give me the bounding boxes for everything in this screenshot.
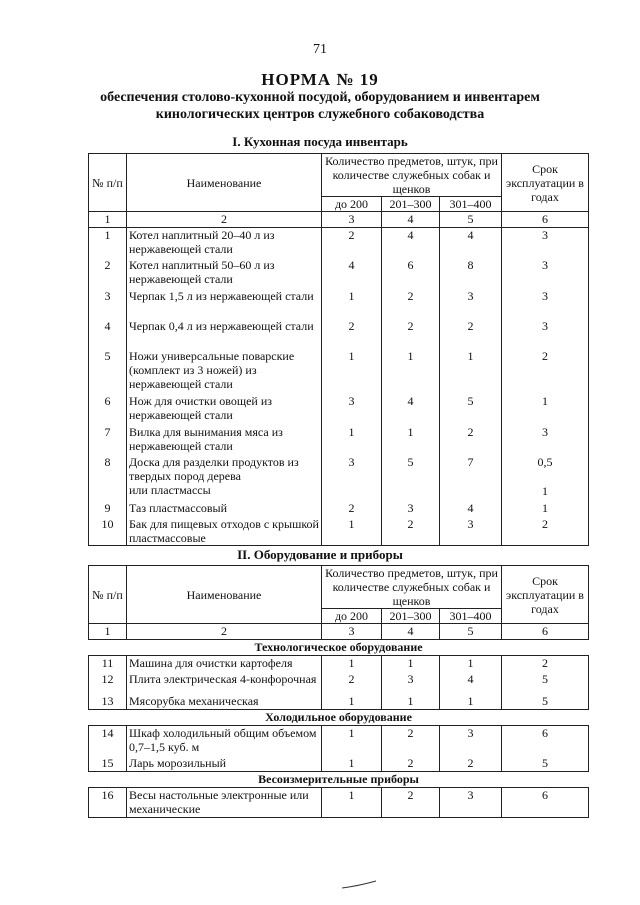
service-term: [502, 455, 589, 501]
item-name: [127, 788, 322, 818]
qty-301-400: 2: [440, 756, 502, 772]
header-term: Срок эксплуатации в годах: [502, 566, 589, 624]
qty-201-300: 2: [382, 756, 440, 772]
header-row: [89, 154, 589, 197]
service-term: [502, 517, 589, 546]
page-number: 71: [313, 42, 327, 57]
service-term-value: 1: [542, 393, 549, 408]
column-index: 5: [440, 212, 502, 228]
column-index-row: [89, 212, 589, 228]
item-name: [127, 517, 322, 546]
item-name-text: Бак для пищевых отходов с крышкой пластмассовые: [129, 516, 319, 545]
service-term-value: 6: [542, 788, 549, 802]
item-name: [127, 672, 322, 694]
qty-301-400: 1: [440, 656, 502, 672]
header-col-301-400: 301–400: [440, 609, 502, 624]
table-row: [89, 349, 589, 394]
header-name: Наименование: [127, 566, 322, 624]
service-term: [502, 394, 589, 425]
service-term-value-extra: 1: [542, 483, 549, 498]
qty-upto-200: 1: [322, 425, 382, 455]
qty-201-300: 2: [382, 788, 440, 818]
section-1-title: I. Кухонная посуда инвентарь: [232, 134, 408, 149]
row-number: 10: [89, 517, 127, 546]
service-term-value: 3: [542, 288, 549, 303]
table-row: [89, 656, 589, 672]
column-index: 4: [382, 624, 440, 640]
qty-301-400: 2: [440, 319, 502, 349]
equipment-table: [88, 565, 589, 818]
service-term: [502, 694, 589, 710]
row-number: 8: [89, 455, 127, 501]
qty-301-400: 3: [440, 726, 502, 756]
service-term-value: 2: [542, 516, 549, 531]
qty-201-300: 1: [382, 349, 440, 394]
service-term: [502, 672, 589, 694]
qty-201-300: 2: [382, 726, 440, 756]
service-term-value: 6: [542, 726, 549, 740]
row-number: 11: [89, 656, 127, 672]
qty-201-300: 3: [382, 501, 440, 517]
item-name-text: Весы настольные электронные или механические: [129, 788, 309, 816]
item-name-text: Котел наплитный 50–60 л из нержавеющей стали: [129, 257, 275, 286]
qty-201-300: 2: [382, 517, 440, 546]
document-title: НОРМА № 19: [261, 70, 379, 89]
item-name-text: Машина для очистки картофеля: [129, 656, 293, 670]
service-term-value: 3: [542, 228, 549, 242]
header-name: Наименование: [127, 154, 322, 212]
table-row: [89, 258, 589, 289]
table-row: [89, 501, 589, 517]
service-term-value: 5: [542, 671, 549, 686]
qty-upto-200: 1: [322, 694, 382, 710]
group-label: Технологическое оборудование: [89, 640, 589, 656]
qty-upto-200: 2: [322, 319, 382, 349]
item-name: [127, 756, 322, 772]
item-name-text: Ножи универсальные поварские (комплект из 3 ножей) из нержавеющей стали: [129, 348, 295, 391]
service-term-value: 5: [542, 755, 549, 770]
column-index: 5: [440, 624, 502, 640]
service-term-value: 2: [542, 348, 549, 363]
table-row: [89, 228, 589, 258]
service-term: [502, 756, 589, 772]
item-name-text: Котел наплитный 20–40 л из нержавеющей стали: [129, 228, 275, 256]
item-name-text: Шкаф холодильный общим объемом 0,7–1,5 куб. м: [129, 726, 317, 754]
qty-201-300: 4: [382, 394, 440, 425]
qty-upto-200: 1: [322, 756, 382, 772]
row-number: 14: [89, 726, 127, 756]
item-name-text: Ларь морозильный: [129, 755, 227, 770]
column-index: 2: [127, 624, 322, 640]
qty-201-300: 6: [382, 258, 440, 289]
qty-301-400: 4: [440, 672, 502, 694]
service-term: [502, 289, 589, 319]
qty-201-300: 2: [382, 289, 440, 319]
item-name: [127, 394, 322, 425]
header-term: Срок эксплуатации в годах: [502, 154, 589, 212]
item-name: [127, 425, 322, 455]
table-row: [89, 517, 589, 546]
qty-upto-200: 1: [322, 289, 382, 319]
group-label: Весоизмерительные приборы: [89, 772, 589, 788]
column-index: 6: [502, 212, 589, 228]
header-row: [89, 566, 589, 609]
service-term: [502, 501, 589, 517]
header-quantity: Количество предметов, штук, при количестве служебных собак и щенков: [322, 566, 502, 609]
service-term: [502, 228, 589, 258]
item-name-text: Доска для разделки продуктов из твердых пород дерева: [129, 454, 299, 483]
column-index-row: [89, 624, 589, 640]
row-number: 16: [89, 788, 127, 818]
service-term: [502, 656, 589, 672]
row-number: 13: [89, 694, 127, 710]
qty-upto-200: 3: [322, 394, 382, 425]
column-index: 1: [89, 212, 127, 228]
header-col-201-300: 201–300: [382, 197, 440, 212]
item-name: [127, 455, 322, 501]
table-row: [89, 788, 589, 818]
item-name-text: Вилка для вынимания мяса из нержавеющей стали: [129, 424, 283, 453]
qty-301-400: 1: [440, 349, 502, 394]
qty-upto-200: 1: [322, 349, 382, 394]
qty-201-300: 5: [382, 455, 440, 501]
header-col-upto-200: до 200: [322, 197, 382, 212]
row-number: 7: [89, 425, 127, 455]
item-name-text: Мясорубка механическая: [129, 693, 259, 708]
item-name-text: Плита электрическая 4-конфорочная: [129, 671, 317, 686]
item-name-text-extra: или пластмассы: [129, 482, 211, 497]
header-col-upto-200: до 200: [322, 609, 382, 624]
qty-301-400: 1: [440, 694, 502, 710]
item-name: [127, 726, 322, 756]
qty-upto-200: 3: [322, 455, 382, 501]
item-name: [127, 289, 322, 319]
group-label: Холодильное оборудование: [89, 710, 589, 726]
qty-201-300: 2: [382, 319, 440, 349]
qty-301-400: 5: [440, 394, 502, 425]
qty-upto-200: 2: [322, 672, 382, 694]
service-term: [502, 788, 589, 818]
row-number: 4: [89, 319, 127, 349]
service-term-value: 3: [542, 318, 549, 333]
table-row: [89, 394, 589, 425]
item-name: [127, 228, 322, 258]
item-name: [127, 319, 322, 349]
service-term: [502, 349, 589, 394]
qty-upto-200: 1: [322, 726, 382, 756]
qty-301-400: 2: [440, 425, 502, 455]
service-term-value: 0,5: [537, 454, 553, 469]
item-name: [127, 501, 322, 517]
group-row: [89, 640, 589, 656]
qty-upto-200: 1: [322, 788, 382, 818]
column-index: 6: [502, 624, 589, 640]
row-number: 1: [89, 228, 127, 258]
item-name: [127, 349, 322, 394]
group-row: [89, 710, 589, 726]
qty-201-300: 1: [382, 656, 440, 672]
item-name-text: Таз пластмассовый: [129, 500, 228, 515]
service-term-value: 2: [542, 656, 549, 670]
service-term-value: 1: [542, 500, 549, 515]
header-num: № п/п: [89, 154, 127, 212]
qty-201-300: 4: [382, 228, 440, 258]
table-row: [89, 289, 589, 319]
qty-upto-200: 1: [322, 656, 382, 672]
item-name-text: Черпак 1,5 л из нержавеющей стали: [129, 288, 314, 303]
row-number: 2: [89, 258, 127, 289]
qty-301-400: 4: [440, 228, 502, 258]
qty-upto-200: 2: [322, 501, 382, 517]
qty-201-300: 3: [382, 672, 440, 694]
document-subtitle: [40, 89, 600, 123]
table-row: [89, 726, 589, 756]
column-index: 4: [382, 212, 440, 228]
table-row: [89, 672, 589, 694]
qty-301-400: 4: [440, 501, 502, 517]
service-term: [502, 425, 589, 455]
item-name-text: Нож для очистки овощей из нержавеющей стали: [129, 393, 272, 422]
subtitle-line-2: кинологических центров служебного собаководства: [155, 107, 485, 122]
qty-upto-200: 4: [322, 258, 382, 289]
service-term-value: 3: [542, 257, 549, 272]
subtitle-line-1: обеспечения столово-кухонной посудой, оборудованием и инвентарем: [100, 90, 540, 105]
table-row: [89, 455, 589, 501]
item-name-text: Черпак 0,4 л из нержавеющей стали: [129, 318, 314, 333]
qty-201-300: 1: [382, 694, 440, 710]
service-term-value: 3: [542, 424, 549, 439]
qty-301-400: 8: [440, 258, 502, 289]
qty-301-400: 3: [440, 289, 502, 319]
service-term: [502, 319, 589, 349]
header-quantity: Количество предметов, штук, при количестве служебных собак и щенков: [322, 154, 502, 197]
section-2-title: II. Оборудование и приборы: [237, 547, 403, 562]
row-number: 9: [89, 501, 127, 517]
group-row: [89, 772, 589, 788]
header-num: № п/п: [89, 566, 127, 624]
item-name: [127, 258, 322, 289]
table-row: [89, 756, 589, 772]
service-term: [502, 726, 589, 756]
row-number: 6: [89, 394, 127, 425]
qty-301-400: 7: [440, 455, 502, 501]
signature-mark: [340, 880, 380, 890]
row-number: 5: [89, 349, 127, 394]
qty-upto-200: 2: [322, 228, 382, 258]
column-index: 1: [89, 624, 127, 640]
row-number: 12: [89, 672, 127, 694]
item-name: [127, 694, 322, 710]
table-row: [89, 694, 589, 710]
column-index: 2: [127, 212, 322, 228]
qty-301-400: 3: [440, 517, 502, 546]
qty-201-300: 1: [382, 425, 440, 455]
row-number: 15: [89, 756, 127, 772]
service-term-value: 5: [542, 693, 549, 708]
column-index: 3: [322, 212, 382, 228]
row-number: 3: [89, 289, 127, 319]
header-col-201-300: 201–300: [382, 609, 440, 624]
service-term: [502, 258, 589, 289]
table-row: [89, 425, 589, 455]
header-col-301-400: 301–400: [440, 197, 502, 212]
column-index: 3: [322, 624, 382, 640]
kitchenware-table: [88, 153, 589, 546]
table-row: [89, 319, 589, 349]
qty-301-400: 3: [440, 788, 502, 818]
item-name: [127, 656, 322, 672]
qty-upto-200: 1: [322, 517, 382, 546]
